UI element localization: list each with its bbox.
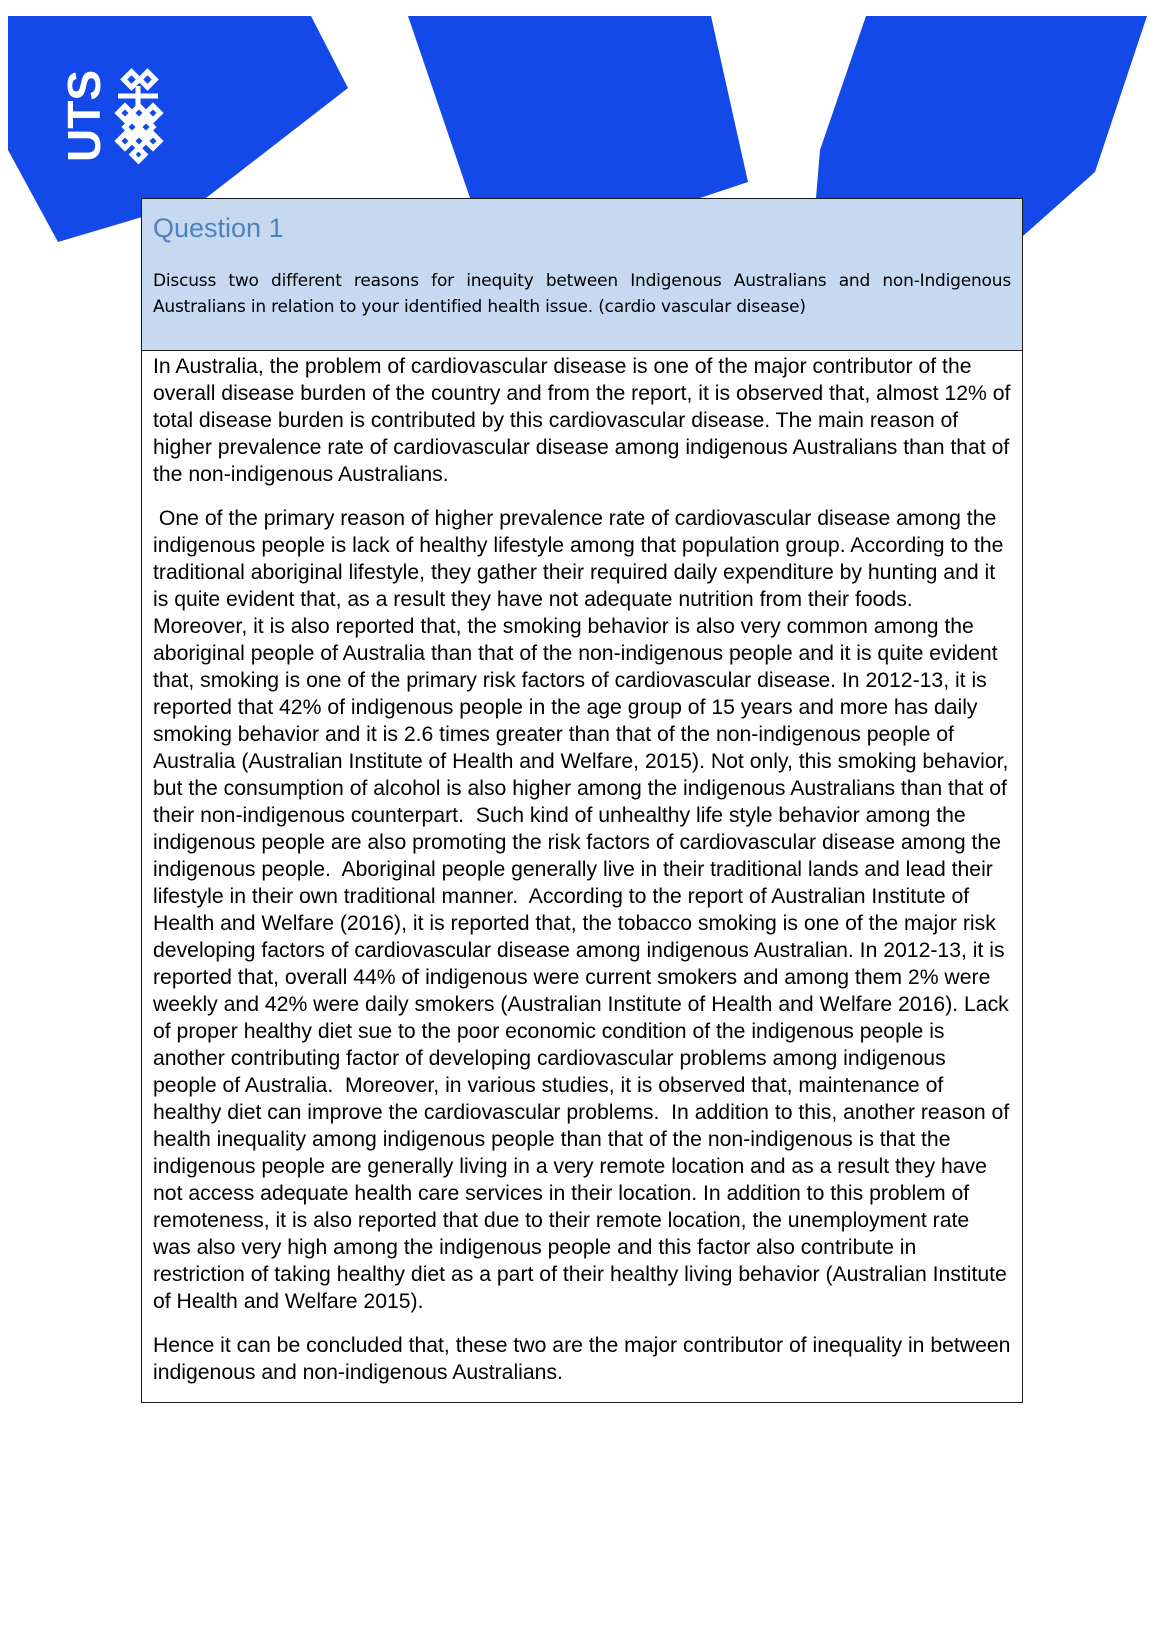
question-prompt: Discuss two different reasons for inequity between Indigenous Australians and non-Indigenous Australians in relation to your identified health issue. (cardio vascular disease) — [153, 271, 1011, 317]
uts-logo-text: UTS — [58, 70, 110, 162]
answer-body — [142, 351, 1022, 1402]
answer-paragraph-1: In Australia, the problem of cardiovascular disease is one of the major contributor of the overall disease burden of the country and from the report, it is observed that, almost 12% of total disease burden is contributed by this cardiovascular disease. The main reason of higher prevalence rate of cardiovascular disease among indigenous Australians than that of the non-indigenous Australians. — [153, 355, 1011, 486]
answer-paragraph-2: One of the primary reason of higher prevalence rate of cardiovascular disease among the indigenous people is lack of healthy lifestyle among that population group. According to the traditional aboriginal lifestyle, they gather their required daily expenditure by hunting and it is quite evident that, as a result they have not adequate nutrition from their foods. Moreover, it is also reported that, the smoking behavior is also very common among the aboriginal people of Australia than that of the non-indigenous people and it is quite evident that, smoking is one of the primary risk factors of cardiovascular disease. In 2012-13, it is reported that 42% of indigenous people in the age group of 15 years and more has daily smoking behavior and it is 2.6 times greater than that of the non-indigenous people of Australia (Australian Institute of Health and Welfare, 2015). Not only, this smoking behavior, but the consumption of alcohol is also higher among the indigenous Australians than that of their non-indigenous counterpart. Such kind of unhealthy life style behavior among the indigenous people are also promoting the risk factors of cardiovascular disease among the indigenous people. Aboriginal people generally live in their traditional lands and lead their lifestyle in their own traditional manner. According to the report of Australian Institute of Health and Welfare (2016), it is reported that, the tobacco smoking is one of the major risk developing factors of cardiovascular disease among indigenous Australian. In 2012-13, it is reported that, overall 44% of indigenous were current smokers and among them 2% were weekly and 42% were daily smokers (Australian Institute of Health and Welfare 2016). Lack of proper healthy diet sue to the poor economic condition of the indigenous people is another contributing factor of developing cardiovascular problems among indigenous people of Australia. Moreover, in various studies, it is observed that, maintenance of healthy diet can improve the cardiovascular problems. In addition to this, another reason of health inequality among indigenous people than that of the non-indigenous is that the indigenous people are generally living in a very remote location and as a result they have not access adequate health care services in their location. In addition to this problem of remoteness, it is also reported that due to their remote location, the unemployment rate was also very high among the indigenous people and this factor also contribute in restriction of taking healthy diet as a part of their healthy living behavior (Australian Institute of Health and Welfare 2015). — [153, 507, 1016, 1313]
brand-shape-center — [408, 16, 748, 198]
question-title: Question 1 — [153, 213, 284, 243]
answer-paragraph-3: Hence it can be concluded that, these two are the major contributor of inequality in between indigenous and non-indigenous Australians. — [153, 1334, 1011, 1384]
question-header — [142, 199, 1022, 351]
uts-logo-mark — [118, 72, 160, 161]
question-box — [141, 198, 1023, 1403]
uts-logo — [58, 62, 168, 172]
